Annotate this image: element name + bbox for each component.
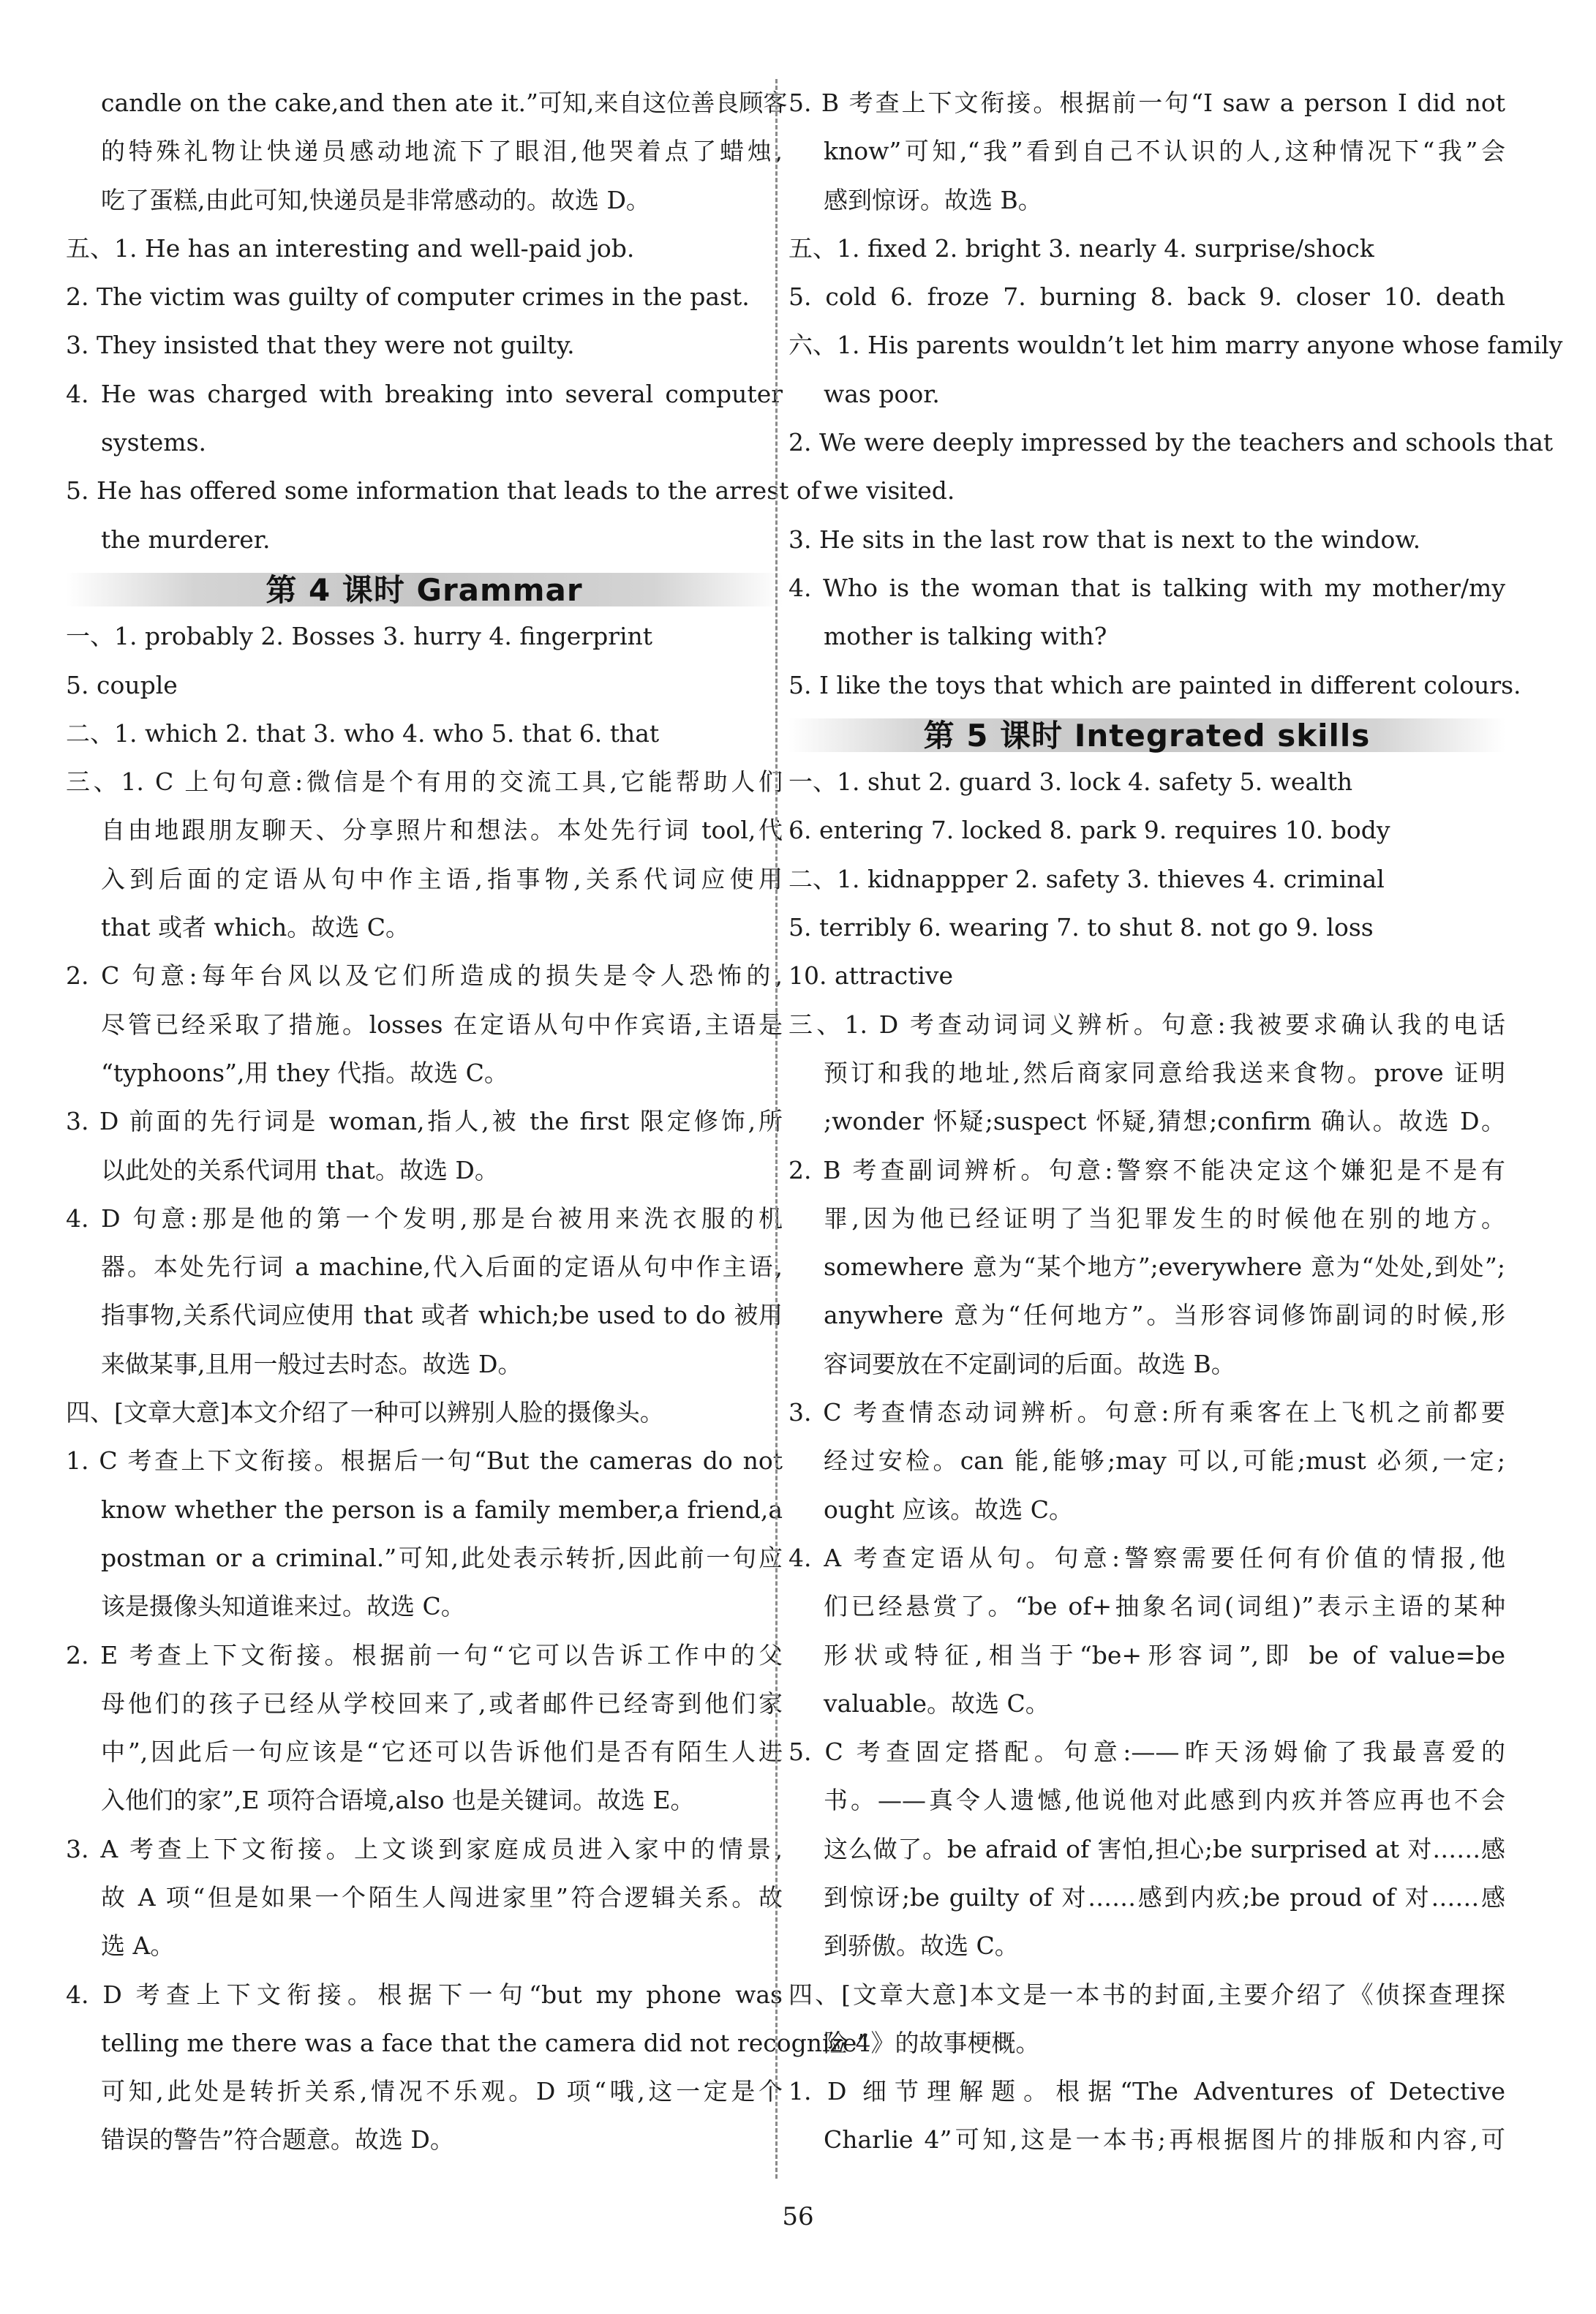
section-heading-text: 第 5 课时 Integrated skills — [923, 718, 1371, 754]
text-line: 到骄傲。故选 C。 — [824, 1931, 1019, 1961]
text-line: 5. C 考查固定搭配。句意:——昨天汤姆偷了我最喜爱的 — [788, 1738, 1505, 1767]
text-line: ought 应该。故选 C。 — [824, 1495, 1073, 1524]
text-line: postman or a criminal.”可知,此处表示转折,因此前一句应 — [101, 1543, 783, 1572]
section-heading — [66, 564, 783, 612]
text-line: 10. attractive — [788, 961, 954, 991]
text-line: mother is talking with? — [824, 622, 1107, 651]
text-line: 这么做了。be afraid of 害怕,担心;be surprised at 对……感 — [824, 1834, 1505, 1863]
text-line: 2. C 句意:每年台风以及它们所造成的损失是令人恐怖的, — [66, 961, 783, 991]
text-line: 预订和我的地址,然后商家同意给我送来食物。prove 证明 — [824, 1058, 1505, 1087]
text-line: 形状或特征,相当于“be+形容词”,即 be of value=be — [824, 1640, 1505, 1669]
text-line: ;wonder 怀疑;suspect 怀疑,猜想;confirm 确认。故选 D。 — [824, 1107, 1505, 1136]
text-line: we visited. — [824, 476, 955, 506]
text-line: 4. D 句意:那是他的第一个发明,那是台被用来洗衣服的机 — [66, 1203, 783, 1233]
text-line: 入到后面的定语从句中作主语,指事物,关系代词应使用 — [101, 864, 783, 893]
text-line: 中”,因此后一句应该是“它还可以告诉他们是否有陌生人进 — [101, 1738, 783, 1767]
text-line: valuable。故选 C。 — [824, 1688, 1050, 1718]
section-heading — [788, 710, 1505, 758]
text-line: 1. C 考查上下文衔接。根据后一句“But the cameras do not — [66, 1446, 783, 1476]
section-heading-text: 第 4 课时 Grammar — [266, 572, 583, 609]
left-column — [66, 79, 870, 2165]
text-line: 2. B 考查副词辨析。句意:警察不能决定这个嫌犯是不是有 — [788, 1155, 1505, 1184]
text-line: 5. He has offered some information that leads to the arrest of — [66, 476, 820, 506]
text-line: 三、1. D 考查动词词义辨析。句意:我被要求确认我的电话 — [788, 1010, 1505, 1039]
text-line: that 或者 which。故选 C。 — [101, 913, 410, 942]
text-line: systems. — [101, 428, 207, 457]
text-line: 故 A 项“但是如果一个陌生人闯进家里”符合逻辑关系。故 — [101, 1882, 783, 1912]
text-line: 四、[文章大意]本文介绍了一种可以辨别人脸的摄像头。 — [66, 1398, 664, 1427]
text-line: 5. cold 6. froze 7. burning 8. back 9. closer 10. death — [788, 282, 1505, 312]
text-line: 自由地跟朋友聊天、分享照片和想法。本处先行词 tool,代 — [101, 816, 783, 845]
text-line: telling me there was a face that the camera did not recognize” — [101, 2028, 870, 2057]
text-line: anywhere 意为“任何地方”。当形容词修饰副词的时候,形 — [824, 1301, 1505, 1330]
text-line: 四、[文章大意]本文是一本书的封面,主要介绍了《侦探查理探 — [788, 1980, 1505, 2009]
text-line: 3. A 考查上下文衔接。上文谈到家庭成员进入家中的情景, — [66, 1834, 783, 1863]
text-line: 4. D 考查上下文衔接。根据下一句“but my phone was — [66, 1980, 783, 2009]
text-line: 3. He sits in the last row that is next to the window. — [788, 525, 1421, 554]
text-line: 5. B 考查上下文衔接。根据前一句“I saw a person I did not — [788, 89, 1505, 117]
text-line: 4. Who is the woman that is talking with my mother/my — [788, 573, 1505, 602]
text-line: 指事物,关系代词应使用 that 或者 which;be used to do 被用 — [101, 1301, 783, 1330]
text-line: 五、1. He has an interesting and well-paid job. — [66, 233, 635, 263]
text-line: 母他们的孩子已经从学校回来了,或者邮件已经寄到他们家 — [101, 1688, 783, 1718]
text-line: 2. E 考查上下文衔接。根据前一句“它可以告诉工作中的父 — [66, 1640, 783, 1669]
text-line: Charlie 4”可知,这是一本书;再根据图片的排版和内容,可 — [824, 2125, 1505, 2155]
text-line: 吃了蛋糕,由此可知,快递员是非常感动的。故选 D。 — [101, 185, 650, 214]
text-line: candle on the cake,and then ate it.”可知,来自这位善良顾客 — [101, 89, 788, 117]
text-line: 1. D 细节理解题。根据“The Adventures of Detective — [788, 2077, 1505, 2106]
text-line: 罪,因为他已经证明了当犯罪发生的时候他在别的地方。 — [824, 1203, 1505, 1233]
page-number: 56 — [782, 2202, 814, 2231]
text-line: 入他们的家”,E 项符合语境,also 也是关键词。故选 E。 — [101, 1786, 695, 1815]
text-line: 该是摄像头知道谁来过。故选 C。 — [101, 1592, 465, 1621]
text-line: was poor. — [824, 379, 940, 408]
right-column — [788, 79, 1563, 2165]
text-line: 到惊讶;be guilty of 对……感到内疚;be proud of 对……感 — [824, 1882, 1505, 1912]
text-line: 3. C 考查情态动词辨析。句意:所有乘客在上飞机之前都要 — [788, 1398, 1505, 1427]
text-line: 感到惊讶。故选 B。 — [824, 185, 1042, 214]
text-line: 一、1. shut 2. guard 3. lock 4. safety 5. wealth — [788, 767, 1353, 797]
text-line: 经过安检。can 能,能够;may 可以,可能;must 必须,一定; — [824, 1446, 1505, 1476]
text-line: 5. I like the toys that which are painted in different colours. — [788, 670, 1521, 699]
text-line: 尽管已经采取了措施。losses 在定语从句中作宾语,主语是 — [101, 1010, 783, 1039]
text-line: the murderer. — [101, 525, 271, 554]
text-line: know whether the person is a family member,a friend,a — [101, 1495, 783, 1524]
column-divider — [775, 79, 778, 2179]
text-line: 二、1. which 2. that 3. who 4. who 5. that 6. that — [66, 718, 660, 748]
text-line: 器。本处先行词 a machine,代入后面的定语从句中作主语, — [101, 1252, 783, 1282]
text-line: 3. They insisted that they were not guilty. — [66, 331, 575, 360]
text-line: 选 A。 — [101, 1931, 175, 1961]
text-line: 6. entering 7. locked 8. park 9. requires 10. body — [788, 816, 1390, 845]
text-line: know”可知,“我”看到自己不认识的人,这种情况下“我”会 — [824, 137, 1505, 166]
text-line: 一、1. probably 2. Bosses 3. hurry 4. fingerprint — [66, 622, 653, 651]
text-line: 们已经悬赏了。“be of+抽象名词(词组)”表示主语的某种 — [824, 1592, 1505, 1621]
text-line: somewhere 意为“某个地方”;everywhere 意为“处处,到处”; — [824, 1252, 1505, 1282]
text-line: 错误的警告”符合题意。故选 D。 — [101, 2125, 454, 2155]
text-line: 险 4》的故事梗概。 — [824, 2028, 1040, 2057]
text-line: 5. terribly 6. wearing 7. to shut 8. not go 9. loss — [788, 913, 1374, 942]
text-line: 4. He was charged with breaking into several computer — [66, 379, 783, 408]
text-line: 5. couple — [66, 670, 178, 699]
text-line: 2. We were deeply impressed by the teachers and schools that — [788, 428, 1554, 457]
text-line: 五、1. fixed 2. bright 3. nearly 4. surprise/shock — [788, 233, 1374, 263]
text-line: 三、1. C 上句句意:微信是个有用的交流工具,它能帮助人们 — [66, 767, 783, 797]
text-line: “typhoons”,用 they 代指。故选 C。 — [101, 1058, 508, 1087]
text-line: 六、1. His parents wouldn’t let him marry anyone whose family — [788, 331, 1563, 360]
text-line: 书。——真令人遗憾,他说他对此感到内疚并答应再也不会 — [824, 1786, 1505, 1815]
text-line: 可知,此处是转折关系,情况不乐观。D 项“哦,这一定是个 — [101, 2077, 783, 2106]
text-line: 来做某事,且用一般过去时态。故选 D。 — [101, 1349, 522, 1378]
text-line: 容词要放在不定副词的后面。故选 B。 — [824, 1349, 1235, 1378]
text-line: 2. The victim was guilty of computer crimes in the past. — [66, 282, 750, 312]
text-line: 4. A 考查定语从句。句意:警察需要任何有价值的情报,他 — [788, 1543, 1505, 1572]
text-line: 以此处的关系代词用 that。故选 D。 — [101, 1155, 499, 1184]
text-line: 3. D 前面的先行词是 woman,指人,被 the first 限定修饰,所 — [66, 1107, 783, 1136]
text-line: 二、1. kidnappper 2. safety 3. thieves 4. criminal — [788, 864, 1385, 893]
text-line: 的特殊礼物让快递员感动地流下了眼泪,他哭着点了蜡烛, — [101, 137, 783, 166]
